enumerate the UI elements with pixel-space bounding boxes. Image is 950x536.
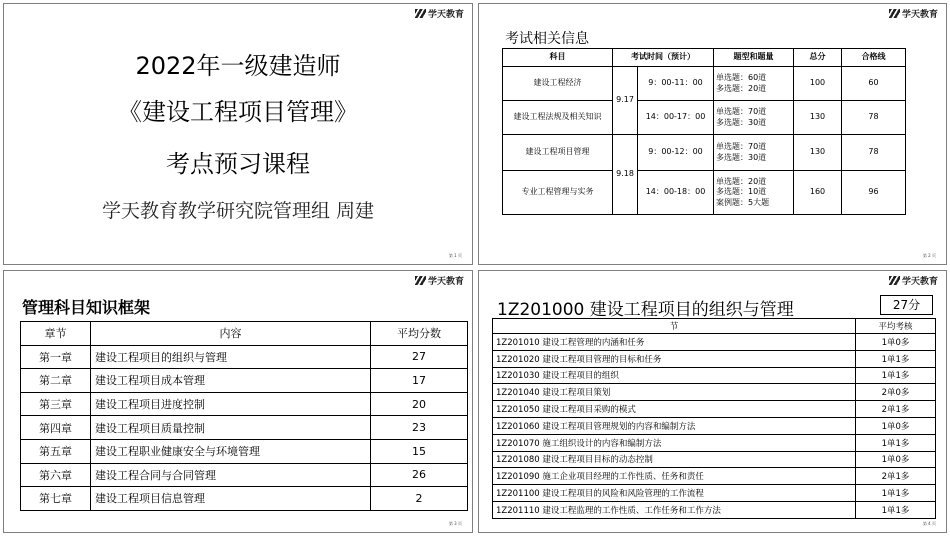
date-cell: 9.17 (613, 67, 638, 135)
type-line: 单选题：70道 (716, 107, 767, 117)
section-cell: 1Z201110 建设工程监理的工作性质、工作任务和工作方法 (493, 501, 856, 518)
subject-cell: 建设工程法规及相关知识 (503, 101, 613, 135)
page-number: 第 2 页 (922, 253, 936, 258)
table-row (493, 350, 936, 367)
section-cell: 1Z201040 建设工程项目策划 (493, 384, 856, 401)
time-cell: 14：00-18：00 (638, 171, 714, 215)
chapter-cell: 第五章 (21, 439, 91, 463)
time-cell: 9：00-12：00 (638, 135, 714, 171)
slide-title: 考试相关信息 (505, 31, 589, 47)
content-cell: 建设工程项目的组织与管理 (91, 345, 371, 369)
score-cell: 20 (371, 392, 468, 416)
brand-name: 学天教育 (427, 277, 464, 287)
brand-name: 学天教育 (901, 277, 938, 287)
header-types: 题型和题量 (714, 49, 794, 67)
type-line: 单选题：70道 (716, 142, 767, 152)
type-line: 单选题：20道 (716, 176, 767, 186)
header-chapter: 章节 (21, 322, 91, 346)
chapter-cell: 第四章 (21, 416, 91, 440)
table-row (493, 401, 936, 418)
chapter-cell: 第六章 (21, 463, 91, 487)
type-line: 多选题：10道 (716, 187, 767, 197)
table-row (21, 392, 468, 416)
table-row (493, 485, 936, 502)
header-subject: 科目 (503, 49, 613, 67)
section-cell: 1Z201060 建设工程项目管理规划的内容和编制方法 (493, 417, 856, 434)
score-cell: 17 (371, 369, 468, 393)
avg-cell: 1单1多 (856, 350, 936, 367)
pass-cell: 96 (842, 171, 906, 215)
slide-title: 管理科目知识框架 (22, 298, 151, 317)
content-cell: 建设工程项目成本管理 (91, 369, 371, 393)
table-row (493, 367, 936, 384)
header-pass: 合格线 (842, 49, 906, 67)
section-cell: 1Z201050 建设工程项目采购的模式 (493, 401, 856, 418)
time-cell: 9：00-11：00 (638, 67, 714, 101)
brand-logo (889, 7, 938, 20)
table-row (21, 345, 468, 369)
section-cell: 1Z201010 建设工程管理的内涵和任务 (493, 334, 856, 351)
page-number: 第 3 页 (448, 521, 462, 526)
types-cell (714, 135, 794, 171)
pass-cell: 78 (842, 135, 906, 171)
chapter-cell: 第三章 (21, 392, 91, 416)
table-row (493, 434, 936, 451)
table-row (493, 501, 936, 518)
avg-cell: 2单0多 (856, 384, 936, 401)
avg-cell: 1单1多 (856, 485, 936, 502)
subject-cell: 专业工程管理与实务 (503, 171, 613, 215)
chapter-table (20, 321, 468, 511)
page-number: 第 4 页 (922, 521, 936, 526)
score-cell: 26 (371, 463, 468, 487)
section-cell: 1Z201100 建设工程项目的风险和风险管理的工作流程 (493, 485, 856, 502)
course-year-title: 2022年一级建造师 (135, 52, 341, 80)
chapter-cell: 第一章 (21, 345, 91, 369)
avg-cell: 1单0多 (856, 451, 936, 468)
table-row (21, 416, 468, 440)
section-cell: 1Z201020 建设工程项目管理的目标和任务 (493, 350, 856, 367)
table-row (21, 463, 468, 487)
avg-cell: 1单1多 (856, 367, 936, 384)
section-cell: 1Z201070 施工组织设计的内容和编制方法 (493, 434, 856, 451)
type-line: 多选题：20道 (716, 83, 767, 93)
avg-cell: 2单1多 (856, 468, 936, 485)
content-cell: 建设工程合同与合同管理 (91, 463, 371, 487)
avg-cell: 1单0多 (856, 334, 936, 351)
brand-logo (889, 274, 938, 287)
table-row (493, 468, 936, 485)
table-row (503, 67, 906, 101)
slide-3-knowledge-framework[interactable] (3, 270, 473, 533)
header-avg: 平均考核 (856, 319, 936, 334)
content-cell: 建设工程项目信息管理 (91, 487, 371, 511)
table-header-row (493, 319, 936, 334)
slide-4-section-breakdown[interactable] (478, 270, 947, 533)
table-row (493, 417, 936, 434)
table-row (21, 487, 468, 511)
slide-1-title[interactable] (3, 3, 473, 265)
date-cell: 9.18 (613, 135, 638, 215)
pass-cell: 60 (842, 67, 906, 101)
avg-cell: 2单1多 (856, 401, 936, 418)
header-score: 平均分数 (371, 322, 468, 346)
type-line: 多选题：30道 (716, 152, 767, 162)
slide-title: 1Z201000 建设工程项目的组织与管理 (497, 300, 794, 320)
brand-name: 学天教育 (901, 10, 938, 20)
table-row (503, 135, 906, 171)
types-cell (714, 101, 794, 135)
brand-logo-icon (415, 9, 426, 18)
table-row (503, 171, 906, 215)
table-row (21, 439, 468, 463)
section-cell: 1Z201030 建设工程项目的组织 (493, 367, 856, 384)
content-cell: 建设工程项目质量控制 (91, 416, 371, 440)
header-content: 内容 (91, 322, 371, 346)
types-cell (714, 171, 794, 215)
course-subject-title: 《建设工程项目管理》 (118, 98, 358, 126)
page-number: 第 1 页 (448, 253, 462, 258)
table-header-row (503, 49, 906, 67)
type-line: 多选题：30道 (716, 117, 767, 127)
header-time: 考试时间（预计） (613, 49, 714, 67)
course-author: 学天教育教学研究院管理组 周建 (101, 200, 375, 222)
section-cell: 1Z201080 建设工程项目目标的动态控制 (493, 451, 856, 468)
avg-cell: 1单1多 (856, 434, 936, 451)
type-line: 案例题：5大题 (716, 197, 770, 207)
table-row (493, 384, 936, 401)
content-cell: 建设工程项目进度控制 (91, 392, 371, 416)
score-cell: 15 (371, 439, 468, 463)
avg-cell: 1单1多 (856, 501, 936, 518)
brand-logo-icon (415, 276, 426, 285)
course-type-title: 考点预习课程 (166, 150, 310, 178)
brand-name: 学天教育 (427, 10, 464, 20)
section-table (492, 318, 936, 519)
pass-cell: 78 (842, 101, 906, 135)
type-line: 单选题：60道 (716, 73, 767, 83)
table-header-row (21, 322, 468, 346)
table-row (493, 451, 936, 468)
chapter-cell: 第七章 (21, 487, 91, 511)
subject-cell: 建设工程经济 (503, 67, 613, 101)
header-total: 总分 (794, 49, 842, 67)
total-cell: 160 (794, 171, 842, 215)
table-row (21, 369, 468, 393)
table-row (503, 101, 906, 135)
brand-logo-icon (889, 9, 900, 18)
table-row (493, 334, 936, 351)
brand-logo (415, 7, 464, 20)
score-cell: 2 (371, 487, 468, 511)
total-cell: 130 (794, 135, 842, 171)
content-cell: 建设工程职业健康安全与环境管理 (91, 439, 371, 463)
brand-logo (415, 274, 464, 287)
score-badge: 27分 (880, 295, 933, 315)
total-cell: 130 (794, 101, 842, 135)
chapter-cell: 第二章 (21, 369, 91, 393)
time-cell: 14：00-17：00 (638, 101, 714, 135)
header-section: 节 (493, 319, 856, 334)
total-cell: 100 (794, 67, 842, 101)
types-cell (714, 67, 794, 101)
score-cell: 23 (371, 416, 468, 440)
section-cell: 1Z201090 施工企业项目经理的工作性质、任务和责任 (493, 468, 856, 485)
slide-2-exam-info[interactable] (478, 3, 947, 265)
brand-logo-icon (889, 276, 900, 285)
score-cell: 27 (371, 345, 468, 369)
exam-info-table (502, 48, 906, 215)
avg-cell: 1单0多 (856, 417, 936, 434)
subject-cell: 建设工程项目管理 (503, 135, 613, 171)
